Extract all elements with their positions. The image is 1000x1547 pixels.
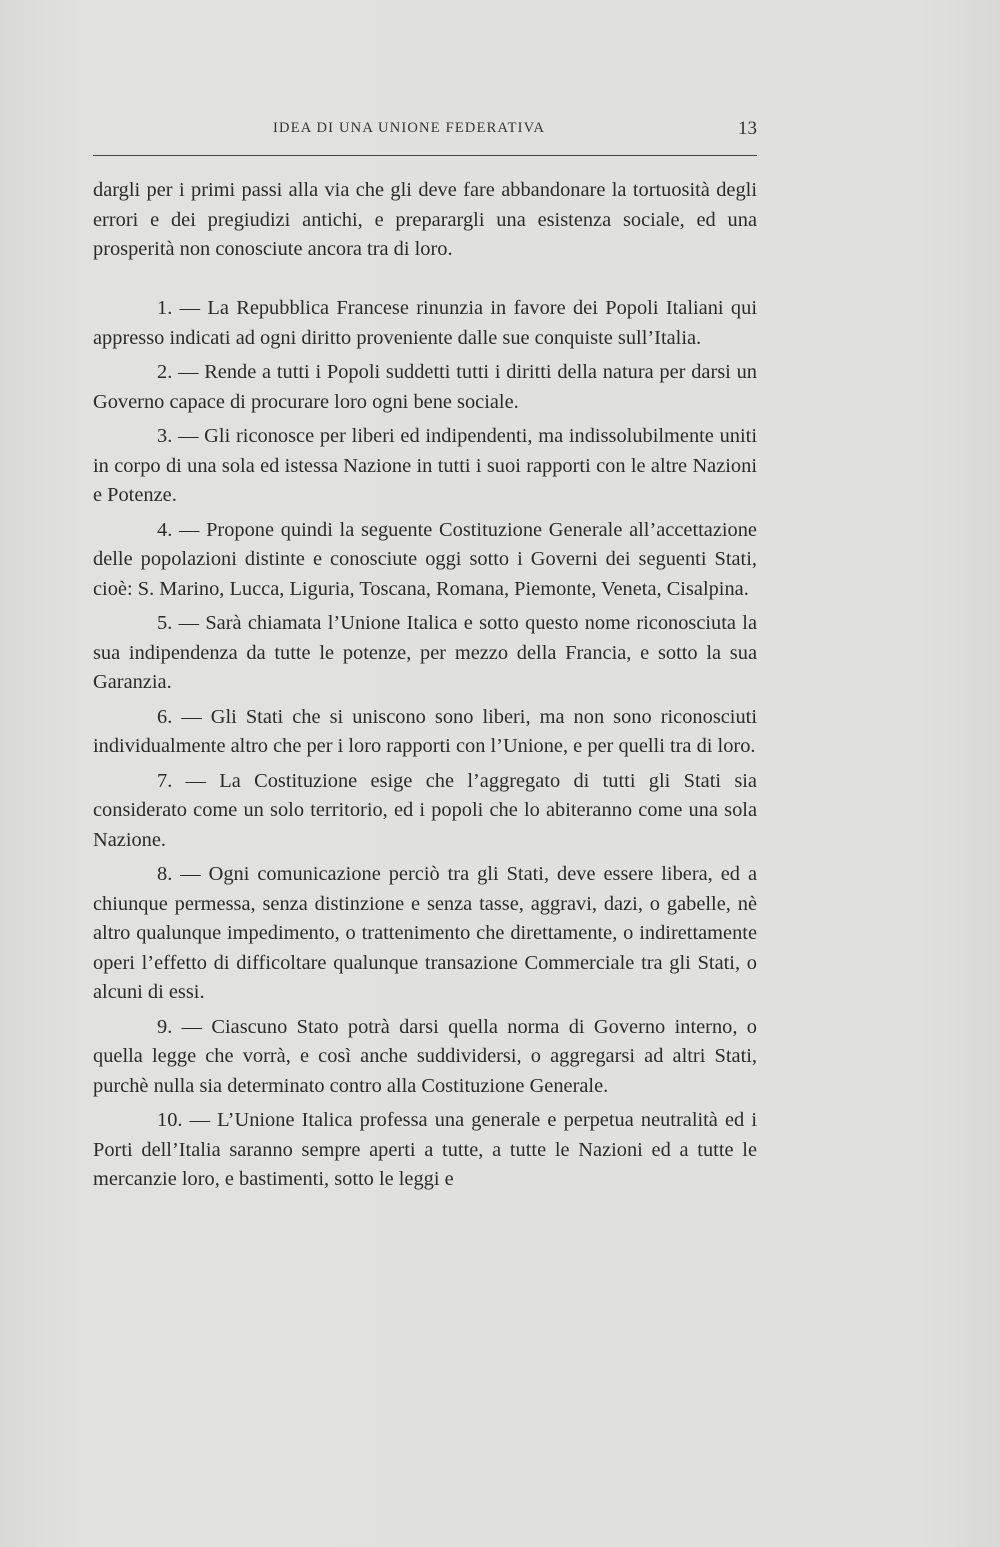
header-rule (93, 155, 757, 156)
body-text (93, 176, 757, 1195)
article-5: 5. — Sarà chiamata l’Unione Italica e sotto questo nome riconosciuta la sua indipendenza da tutte le potenze, per mezzo della Francia, e sotto la sua Garanzia. (93, 612, 757, 693)
article-3: 3. — Gli riconosce per liberi ed indipendenti, ma indissolubilmente uniti in corpo di una sola ed istessa Nazione in tutti i suoi rapporti con le altre Nazioni e Potenze. (93, 425, 757, 506)
article-10: 10. — L’Unione Italica professa una generale e perpetua neutralità ed i Porti dell’Italia saranno sempre aperti a tutte, a tutte le Nazioni ed a tutte le mercanzie loro, e bastimenti, sotto le leggi e (93, 1109, 757, 1190)
page-number: 13 (738, 118, 757, 139)
article-4: 4. — Propone quindi la seguente Costituzione Generale all’accettazione delle popolazioni distinte e conosciute oggi sotto i Governi dei seguenti Stati, cioè: S. Marino, Lucca, Liguria, Toscana, Romana, Piemonte, Veneta, Cisalpina. (93, 518, 757, 600)
article-1: 1. — La Repubblica Francese rinunzia in favore dei Popoli Italiani qui appresso indicati ad ogni diritto proveniente dalle sue conquiste sull’Italia. (93, 297, 757, 349)
running-head: IDEA DI UNA UNIONE FEDERATIVA (273, 120, 546, 136)
article-8: 8. — Ogni comunicazione perciò tra gli Stati, deve essere libera, ed a chiunque permessa, senza distinzione e senza tasse, aggravi, dazi, o gabelle, nè altro qualunque impedimento, o trattenimento che direttamente, o indirettamente operi l’effetto di difficoltare qualunque transazione Commerciale tra gli Stati, o alcuni di essi. (93, 863, 757, 1003)
article-9: 9. — Ciascuno Stato potrà darsi quella norma di Governo interno, o quella legge che vorrà, e così anche suddividersi, o aggregarsi ad altri Stati, purchè nulla sia determinato contro alla Costituzione Generale. (93, 1015, 757, 1097)
intro-paragraph: dargli per i primi passi alla via che gli deve fare abbandonare la tortuosità degli errori e dei pregiudizi antichi, e preparargli una esistenza sociale, ed una prosperità non conosciute ancora tra di loro. (93, 179, 757, 260)
article-7: 7. — La Costituzione esige che l’aggregato di tutti gli Stati sia considerato come un solo territorio, ed i popoli che lo abiteranno come una sola Nazione. (93, 769, 757, 851)
article-2: 2. — Rende a tutti i Popoli suddetti tutti i diritti della natura per darsi un Governo capace di procurare loro ogni bene sociale. (93, 361, 757, 413)
article-6: 6. — Gli Stati che si uniscono sono liberi, ma non sono riconosciuti individualmente altro che per i loro rapporti con l’Unione, e per quelli tra di loro. (93, 705, 757, 757)
page-header (93, 118, 757, 142)
